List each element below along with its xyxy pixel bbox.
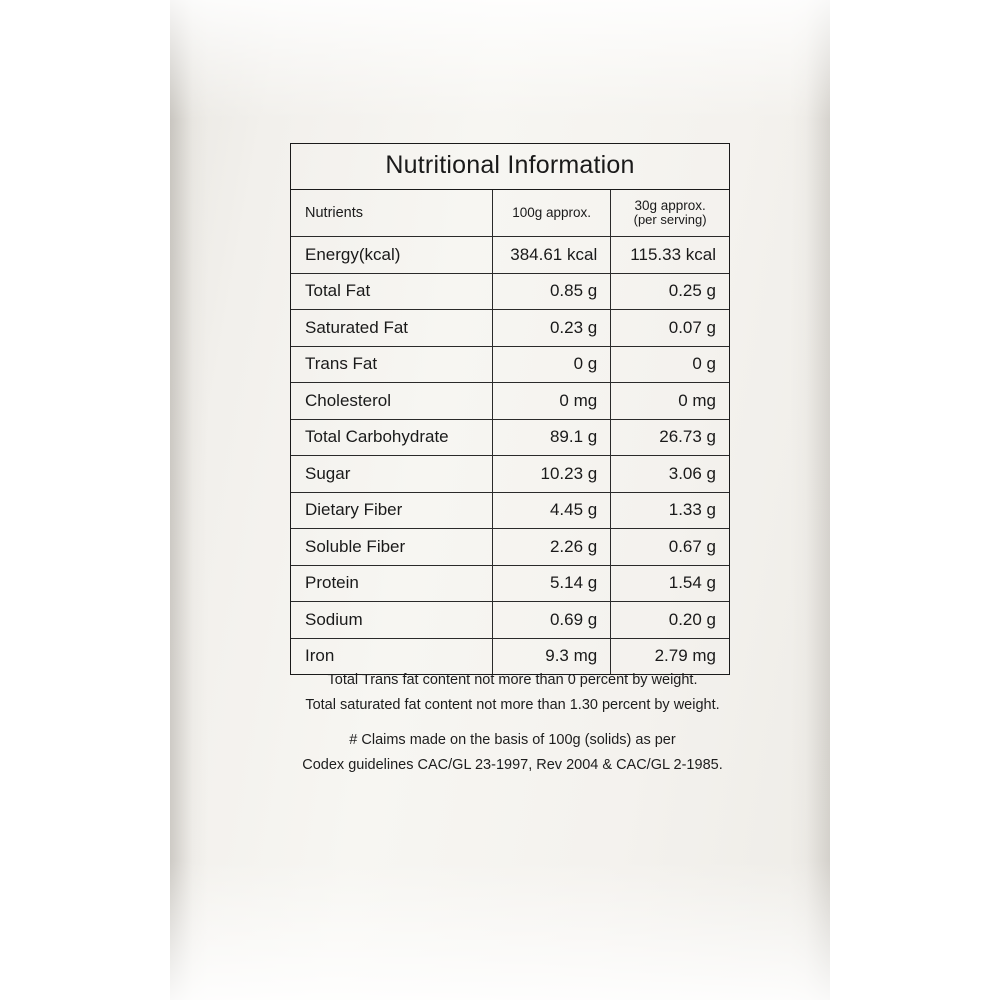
cell-per-serving: 1.54 g — [611, 565, 729, 602]
cell-per-100g: 2.26 g — [492, 529, 610, 566]
cell-per-serving: 2.79 mg — [611, 638, 729, 674]
footnote-claims-basis: # Claims made on the basis of 100g (solids) as per — [349, 731, 676, 748]
table-row — [291, 492, 729, 529]
cell-nutrient: Protein — [291, 565, 492, 602]
table-header-row — [291, 190, 729, 237]
cell-nutrient: Sodium — [291, 602, 492, 639]
table-row — [291, 346, 729, 383]
label-highlight-top — [170, 0, 830, 120]
label-highlight-bottom — [170, 860, 830, 1000]
cell-per-100g: 10.23 g — [492, 456, 610, 493]
table-row — [291, 273, 729, 310]
footnote-saturated-fat: Total saturated fat content not more than 1.30 percent by weight. — [305, 696, 720, 713]
cell-nutrient: Total Fat — [291, 273, 492, 310]
cell-per-100g: 4.45 g — [492, 492, 610, 529]
cell-per-100g: 5.14 g — [492, 565, 610, 602]
column-header-per-serving-sub: (per serving) — [633, 212, 707, 228]
cell-per-100g: 384.61 kcal — [492, 237, 610, 274]
cell-nutrient: Sugar — [291, 456, 492, 493]
table-row — [291, 456, 729, 493]
cell-nutrient: Saturated Fat — [291, 310, 492, 347]
column-header-per-100g: 100g approx. — [492, 190, 610, 237]
cell-per-100g: 89.1 g — [492, 419, 610, 456]
footnotes — [285, 668, 740, 778]
cell-nutrient: Dietary Fiber — [291, 492, 492, 529]
cell-per-serving: 0 mg — [611, 383, 729, 420]
cell-per-serving: 26.73 g — [611, 419, 729, 456]
panel-title: Nutritional Information — [291, 144, 729, 190]
table-row — [291, 383, 729, 420]
cell-per-serving: 115.33 kcal — [611, 237, 729, 274]
nutrition-panel — [290, 143, 730, 675]
table-row — [291, 565, 729, 602]
cell-nutrient: Iron — [305, 646, 335, 666]
cell-per-100g: 0.23 g — [492, 310, 610, 347]
column-header-per-serving — [611, 190, 729, 237]
cell-per-100g: 0.69 g — [492, 602, 610, 639]
table-row — [291, 310, 729, 347]
column-header-nutrients: Nutrients — [291, 190, 492, 237]
column-header-per-serving-main: 30g approx. — [634, 197, 706, 213]
table-row — [291, 602, 729, 639]
nutrition-table — [291, 190, 729, 674]
footnote-trans-fat: Total Trans fat content not more than 0 percent by weight. — [327, 672, 698, 688]
cell-per-100g: 0 g — [492, 346, 610, 383]
cell-nutrient: Trans Fat — [291, 346, 492, 383]
label-shadow-right — [790, 0, 830, 1000]
cell-per-serving: 0.20 g — [611, 602, 729, 639]
cell-nutrient: Energy(kcal) — [291, 237, 492, 274]
table-row — [291, 237, 729, 274]
table-row — [291, 419, 729, 456]
label-shadow-left — [170, 0, 208, 1000]
cell-per-serving: 0 g — [611, 346, 729, 383]
cell-nutrient: Cholesterol — [291, 383, 492, 420]
footnote-codex-guidelines: Codex guidelines CAC/GL 23-1997, Rev 2004 & CAC/GL 2-1985. — [302, 756, 723, 773]
table-row — [291, 529, 729, 566]
cell-nutrient: Total Carbohydrate — [291, 419, 492, 456]
cell-per-100g: 0.85 g — [492, 273, 610, 310]
cell-per-serving: 1.33 g — [611, 492, 729, 529]
cell-nutrient: Soluble Fiber — [291, 529, 492, 566]
cell-per-serving: 0.67 g — [611, 529, 729, 566]
cell-per-serving: 0.07 g — [611, 310, 729, 347]
cell-per-serving: 0.25 g — [611, 273, 729, 310]
cell-per-serving: 3.06 g — [611, 456, 729, 493]
cell-per-100g: 9.3 mg — [492, 638, 610, 674]
cell-per-100g: 0 mg — [492, 383, 610, 420]
